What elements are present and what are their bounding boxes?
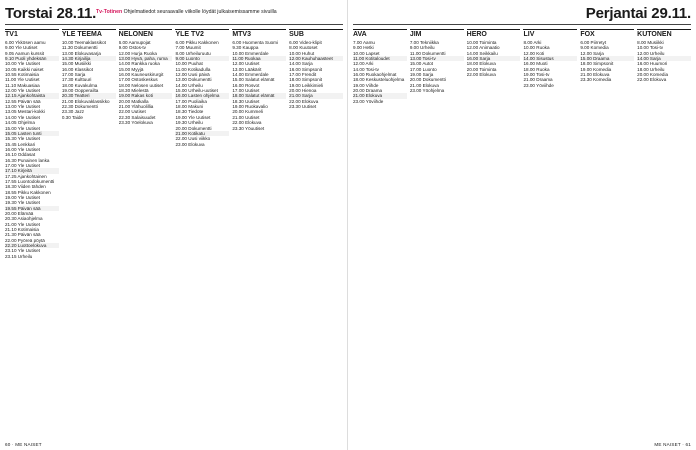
- tagline-brand: Tv-Totinen: [96, 9, 123, 15]
- program-line: 21.00 Kotikatu: [175, 131, 229, 136]
- program-line: 14.00 Sarja: [289, 61, 313, 67]
- program-line: 19.30 Urheilu: [175, 120, 203, 126]
- program-line: 8.00 Arki: [523, 40, 542, 45]
- program-line: 16.00 Rosvot: [232, 82, 260, 88]
- program-line: 12.00 Animaatio: [466, 45, 500, 51]
- program-line: 15.00 Urheilu-uutiset: [175, 88, 218, 94]
- channel-heading: SUB: [289, 29, 343, 39]
- program-line: 17.00 Sarja: [61, 72, 86, 78]
- program-line: 8.00 Kuutoset: [289, 45, 318, 51]
- program-line: 15.00 Yle Uutiset: [5, 125, 40, 131]
- program-line: 23.00 Yöohjelma: [409, 88, 445, 94]
- program-line: 12.00 Uutiset: [232, 61, 260, 67]
- listing-column: [523, 27, 577, 436]
- program-line: 12.55 Päivän sää: [5, 98, 41, 104]
- listing-column: [232, 27, 286, 436]
- program-line: 12.00 Hurja Ruoka: [118, 50, 157, 56]
- program-line: 16.00 Yle Uutiset: [5, 146, 40, 152]
- program-line: 16.30 Punainen lanka: [5, 157, 50, 163]
- program-line: 11.00 Yle Uutiset: [5, 77, 40, 83]
- program-line: 22.30 Dokumentti: [61, 104, 98, 110]
- program-line: 12.00 Yle Uutiset: [5, 88, 40, 94]
- program-line: 12.15 Ajankohtaista: [5, 93, 59, 98]
- program-line: 22.00 Elokuva: [232, 120, 262, 126]
- listing-column: [5, 27, 59, 436]
- program-line: 16.00 Muoti: [523, 61, 548, 67]
- program-line: 15.00 Myyjä: [118, 66, 144, 72]
- program-line: 6.00 Ykkösen aamu: [5, 40, 46, 45]
- listing-column: [353, 27, 407, 436]
- channel-heading: NELONEN: [119, 29, 173, 39]
- listing-column: [580, 27, 634, 436]
- program-line: 21.00 Elokuva: [409, 82, 439, 88]
- program-line: 10.00 Lapset: [353, 50, 380, 56]
- program-line: 15.05 Lasten tunti: [5, 131, 59, 136]
- program-line: 17.10 Kirjeitä: [5, 168, 59, 173]
- program-line: 6.00 Video-klipit: [289, 40, 322, 45]
- program-line: 19.00 Oopperailta: [61, 88, 99, 94]
- program-line: 21.00 Elokuva: [353, 93, 407, 98]
- program-line: 14.00 Yle Uutiset: [5, 114, 40, 120]
- program-line: 8.00 Urheiluruutu: [175, 50, 211, 56]
- listing-column: [637, 27, 691, 436]
- program-line: 18.00 Ruoka: [523, 66, 550, 72]
- program-line: 6.00 Huomenta Suomi: [232, 40, 279, 45]
- program-line: 22.00 Pyöreä pöytä: [5, 237, 45, 243]
- listing-column: [62, 27, 116, 436]
- program-line: 13.00 Yle Uutiset: [5, 104, 40, 110]
- program-line: 17.00 Frendit: [289, 72, 317, 78]
- program-line: 21.00 Sarja: [289, 93, 343, 98]
- program-line: 23.30 Yöelokuva: [118, 120, 153, 126]
- program-line: 9.30 Kauppa: [232, 45, 259, 51]
- program-line: 22.00 Elokuva: [637, 77, 667, 83]
- program-line: 10.00 Huhut: [289, 50, 315, 56]
- program-line: 8.00 Musiikki: [637, 40, 664, 45]
- program-line: 18.00 Salatut elämät: [232, 93, 286, 98]
- program-line: 18.00 Urheilu: [637, 66, 665, 72]
- program-line: 19.00 Ruokavalio: [232, 104, 268, 110]
- program-line: 11.00 Kotikadulla: [175, 66, 211, 72]
- program-line: 12.00 Uusi päivä: [175, 72, 210, 78]
- program-line: 21.00 Uutiset: [232, 114, 260, 120]
- program-line: 18.00 Simpsonit: [289, 77, 323, 83]
- channel-heading: HERO: [467, 29, 521, 39]
- program-line: 17.25 Ajankohtainen: [5, 173, 47, 179]
- program-line: 20.00 Hienoa: [289, 88, 317, 94]
- program-line: 17.00 Luonto: [409, 66, 437, 72]
- program-line: 10.00 Teemaklassikot: [61, 40, 106, 45]
- program-line: 18.30 Tiedote: [175, 109, 204, 115]
- program-line: 15.30 Yle Uutiset: [5, 136, 40, 142]
- program-line: 9.05 Aamun kurssit: [5, 50, 45, 56]
- program-line: 12.00 Arki: [353, 61, 374, 67]
- left-page-title: Torstai 28.11.: [5, 5, 97, 22]
- program-line: 19.00 Sarja: [409, 72, 434, 78]
- program-line: 11.00 Dokumentti: [409, 50, 446, 56]
- program-line: 10.00 Toiminta: [466, 40, 497, 45]
- channel-heading: JIM: [410, 29, 464, 39]
- program-line: 18.00 Elokuva: [466, 61, 496, 67]
- listing-column: [289, 27, 343, 436]
- program-line: 10.05 Kaikki naiset: [5, 66, 44, 72]
- listing-column: [175, 27, 229, 436]
- program-line: 20.30 Teatteri: [62, 93, 116, 98]
- program-line: 18.30 Viiden tähden: [5, 184, 46, 190]
- program-line: 12.00 Sarja: [580, 50, 604, 56]
- program-line: 12.00 Kauhuhaasteet: [289, 56, 343, 61]
- program-line: 7.00 Tekniikka: [409, 40, 439, 45]
- program-line: 21.00 Elokuva: [580, 72, 610, 78]
- program-line: 19.00 Yle Uutiset: [175, 114, 211, 120]
- program-line: 16.10 Oddasat: [5, 152, 36, 158]
- program-line: 21.30 Päivän sää: [5, 232, 41, 238]
- program-line: 6.00 Pikku Kakkonen: [175, 40, 219, 45]
- program-line: 11.00 Kotitaloudet: [353, 56, 407, 61]
- program-line: 13.00 Lääkärit: [232, 66, 262, 72]
- left-tagline: [96, 9, 277, 15]
- left-footer: 60 · ME NAISET: [5, 442, 42, 447]
- program-line: 19.00 Komedia: [580, 66, 612, 72]
- program-line: 9.00 Ostos-tv: [118, 45, 146, 51]
- program-line: 20.00 Elämää: [5, 211, 34, 216]
- program-line: 18.00 Simpsonit: [580, 61, 614, 67]
- program-line: 22.00 Elokuva: [289, 98, 319, 104]
- program-line: 21.00 Yle Uutiset: [5, 221, 40, 227]
- channel-heading: TV1: [5, 29, 59, 39]
- right-page-title: Perjantai 29.11.: [585, 5, 691, 22]
- program-line: 23.15 Urheilu: [5, 253, 33, 259]
- program-line: 21.10 Kotimaisia: [5, 227, 39, 233]
- program-line: 7.00 Muumit: [175, 45, 201, 51]
- program-line: 18.30 Uutiset: [232, 98, 260, 104]
- program-line: 18.30 Mielestä: [118, 88, 149, 94]
- program-line: 17.00 Puoliaika: [175, 98, 207, 104]
- program-line: 19.30 Yle Uutiset: [5, 200, 40, 206]
- program-line: 10.00 Emmerdale: [232, 50, 269, 56]
- program-line: 17.00 Yle Uutiset: [5, 162, 40, 168]
- program-line: 22.30 Salaisuudet: [118, 114, 156, 120]
- channel-heading: LIV: [523, 29, 577, 39]
- program-line: 13.00 Elokuvasarja: [61, 50, 101, 56]
- program-line: 12.00 Koti: [523, 50, 545, 56]
- program-line: 15.00 Draama: [580, 56, 634, 61]
- program-line: 15.00 Musiikki: [61, 61, 91, 67]
- program-line: 10.00 Tosi-tv: [637, 45, 664, 51]
- program-line: 19.00 Rakas koti: [119, 93, 173, 98]
- listing-column: [467, 27, 521, 436]
- channel-heading: YLE TV2: [175, 29, 229, 39]
- program-line: 21.00 Elokuvaklassikko: [61, 98, 110, 104]
- program-line: 18.55 Pikku Kakkonen: [5, 189, 51, 195]
- program-line: 7.00 Aamu: [353, 40, 375, 45]
- program-line: 9.00 Luonto: [175, 56, 229, 61]
- program-line: 0.30 Taide: [61, 114, 83, 120]
- program-line: 13.00 Tosi-tv: [410, 56, 464, 61]
- program-line: 16.00 Sarja: [467, 56, 521, 61]
- program-line: 10.00 Yle Uutiset: [5, 61, 40, 67]
- program-line: 23.00 Yöviihde: [523, 82, 554, 88]
- program-line: 14.00 Rankka ruoka: [118, 61, 160, 67]
- listing-column: [410, 27, 464, 436]
- program-line: 18.00 Keskusteluohjelma: [353, 77, 405, 83]
- program-line: 20.00 Kummeli: [232, 109, 263, 115]
- program-line: 16.00 Ruokaohjelmat: [353, 72, 397, 78]
- program-line: 9.00 Yle Uutiset: [5, 45, 38, 51]
- program-line: 15.00 Salatut elämät: [232, 77, 275, 83]
- program-line: 23.00 Yöviihde: [353, 98, 384, 104]
- program-line: 22.00 Uusi viikko: [175, 136, 211, 142]
- program-line: 9.00 Urheilu: [409, 45, 435, 51]
- program-line: 14.00 Sisustus: [523, 56, 577, 61]
- program-line: 23.30 Yöuutiset: [232, 125, 265, 131]
- channel-heading: AVA: [353, 29, 407, 39]
- left-header-rule: [5, 24, 343, 25]
- program-line: 20.30 Asiaohjelma: [5, 216, 43, 222]
- program-line: 17.30 Kulttuuri: [61, 77, 92, 83]
- program-line: 16.00 Klassikot: [61, 66, 93, 72]
- listing-column: [119, 27, 173, 436]
- program-line: 14.00 Seikkailu: [466, 50, 498, 56]
- program-line: 18.00 Nelosen uutiset: [118, 82, 164, 88]
- program-line: 20.00 Dokumentti: [175, 125, 212, 131]
- program-line: 6.00 Aamupojat: [118, 40, 151, 45]
- program-line: 16.00 Simpsonit: [289, 66, 323, 72]
- program-line: 19.00 Leikkimieli: [289, 82, 324, 88]
- program-line: 18.00 Makuni: [175, 104, 204, 110]
- program-line: 14.00 Urheilu: [175, 82, 203, 88]
- program-line: 14.05 Ohjelma: [5, 120, 35, 126]
- program-line: 10.00 Ruoka: [523, 45, 550, 51]
- program-line: 22.00 Elokuva: [466, 72, 496, 78]
- program-line: 12.00 Urheilu: [637, 50, 665, 56]
- program-line: 19.55 Päivän sää: [5, 206, 59, 211]
- program-line: 21.00 Ylähuolillia: [118, 104, 154, 110]
- program-line: 9.00 Hetki: [353, 45, 374, 51]
- program-line: 22.20 Luottoelokuva: [5, 243, 59, 248]
- program-line: 18.00 Kuvakulma: [61, 82, 98, 88]
- program-line: 13.00 Hyvä, paha, ruma: [119, 56, 173, 61]
- program-line: 10.55 Kotimaisia: [5, 72, 39, 78]
- program-line: 20.00 Toiminta: [466, 66, 497, 72]
- program-line: 16.00 Lasten ohjelma: [175, 93, 229, 98]
- channel-heading: FOX: [580, 29, 634, 39]
- tagline-text: Ohjelmatiedot seuraavalle viikolle löydät julkaisemissamme sivuilla: [123, 9, 277, 15]
- program-line: 11.10 Makuasiaa: [5, 82, 40, 88]
- left-columns: [5, 27, 343, 436]
- program-line: 20.00 Komedia: [637, 72, 669, 78]
- program-line: 16.00 Huumori: [637, 61, 668, 67]
- channel-heading: YLE TEEMA: [62, 29, 116, 39]
- program-line: 6.00 Piirretyt: [580, 40, 607, 45]
- program-line: 14.00 Emmerdale: [232, 72, 269, 78]
- program-line: 19.00 Tosi-tv: [523, 72, 550, 78]
- right-header-rule: [353, 24, 691, 25]
- right-columns: [353, 27, 691, 436]
- program-line: 23.30 Komedia: [580, 77, 612, 83]
- program-line: 13.05 Mestari-kokki: [5, 109, 45, 115]
- program-line: 10.00 Puuhat: [175, 61, 203, 67]
- program-line: 19.00 Yle Uutiset: [5, 194, 40, 200]
- program-line: 23.00 Elokuva: [175, 141, 205, 147]
- program-line: 20.00 Matkalla: [118, 98, 149, 104]
- right-footer: ME NAISET · 61: [654, 442, 691, 447]
- program-line: 17.00 Ostoskeskus: [118, 77, 158, 83]
- program-line: 23.30 Uutiset: [289, 104, 317, 110]
- right-page: [348, 0, 696, 450]
- program-line: 11.30 Dokumentti: [61, 45, 98, 51]
- program-line: 20.00 Draama: [353, 88, 383, 94]
- program-line: 15.00 Autot: [409, 61, 434, 67]
- program-line: 17.00 Uutiset: [232, 88, 260, 94]
- program-line: 15.45 Lenkkari: [5, 141, 36, 147]
- program-line: 17.55 Luontodokumentti: [5, 178, 55, 184]
- program-line: 9.00 Komedia: [580, 45, 609, 51]
- program-line: 13.00 Dokumentti: [175, 77, 212, 83]
- program-line: 14.00 Tosi-tv: [353, 66, 379, 72]
- program-line: 20.00 Dokumentti: [409, 77, 446, 83]
- program-line: 23.30 Jazz: [61, 109, 85, 115]
- program-line: 9.10 Puoli yhdeksän: [5, 56, 59, 61]
- program-line: 11.00 Ruokaa: [232, 56, 286, 61]
- program-line: 14.30 Kirjailija: [62, 56, 116, 61]
- program-line: 21.00 Draama: [523, 77, 553, 83]
- program-line: 22.00 Uutiset: [118, 109, 146, 115]
- channel-heading: KUTONEN: [637, 29, 691, 39]
- program-line: 16.00 Kauneuskirurgit: [118, 72, 164, 78]
- program-line: 19.00 Viihde: [353, 82, 379, 88]
- program-line: 23.10 Yle Uutiset: [5, 248, 40, 254]
- channel-heading: MTV3: [232, 29, 286, 39]
- program-line: 14.00 Sarja: [637, 56, 691, 61]
